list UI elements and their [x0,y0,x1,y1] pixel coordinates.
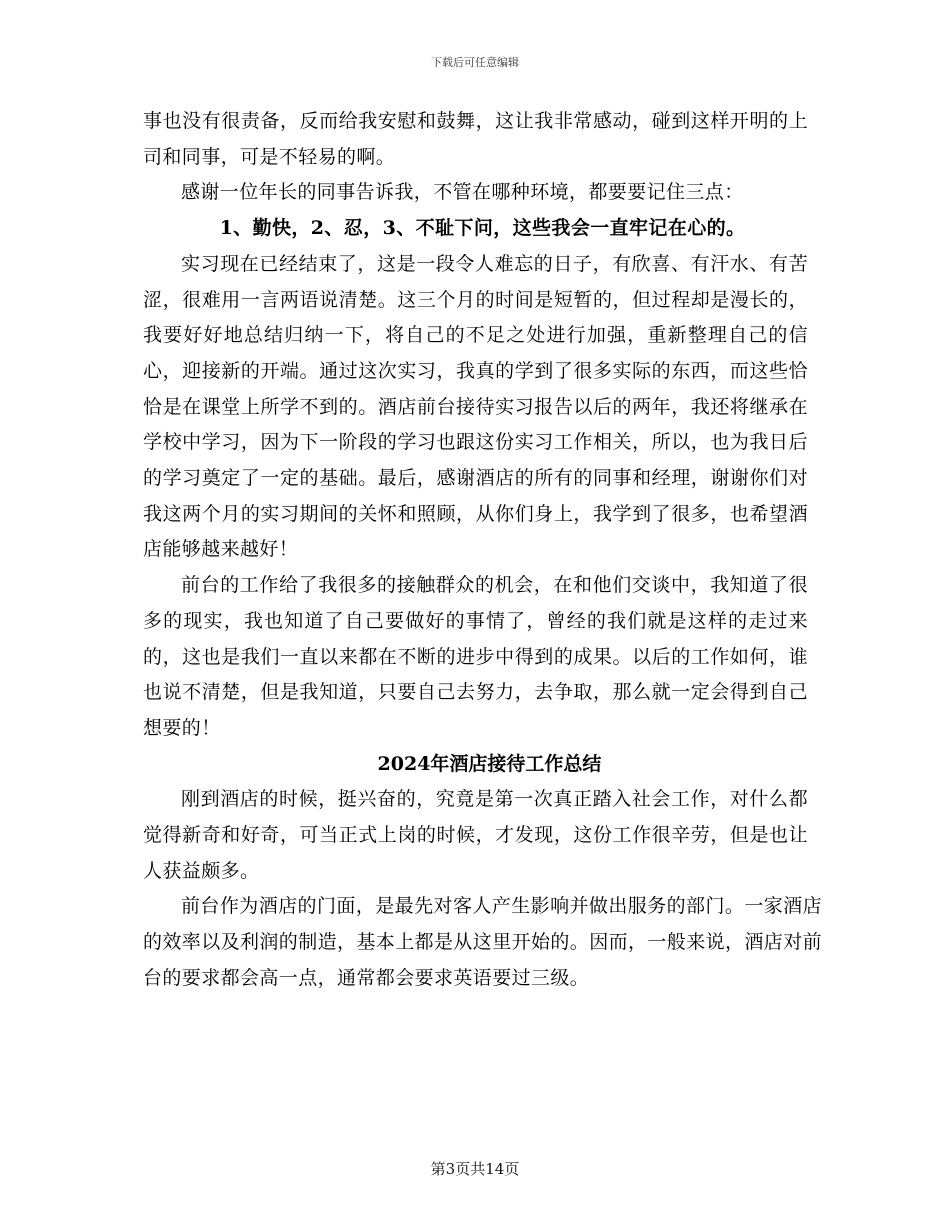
paragraph-7: 前台作为酒店的门面，是最先对客人产生影响并做出服务的部门。一家酒店的效率以及利润的制造，基本上都是从这里开始的。因而，一般来说，酒店对前台的要求都会高一点，通常都会要求英语要过三级。 [143,895,823,989]
paragraph-2: 感谢一位年长的同事告诉我，不管在哪种环境，都要要记住三点： [181,181,744,204]
section-title: 2024年酒店接待工作总结 [377,752,602,775]
paragraph-6: 刚到酒店的时候，挺兴奋的，究竟是第一次真正踏入社会工作，对什么都觉得新奇和好奇，可当正式上岗的时候，才发现，这份工作很辛劳，但是也让人获益颇多。 [143,788,808,882]
paragraph-1: 事也没有很责备，反而给我安慰和鼓舞，这让我非常感动，碰到这样开明的上司和同事，可是不轻易的啊。 [143,110,808,168]
page-header: 下载后可任意编辑 [431,56,519,69]
paragraph-4: 实习现在已经结束了，这是一段令人难忘的日子，有欣喜、有汗水、有苦涩，很难用一言两语说清楚。这三个月的时间是短暂的，但过程却是漫长的，我要好好地总结归纳一下，将自己的不足之处进行加强，重新整理自己的信心，迎接新的开端。通过这次实习，我真的学到了很多实际的东西，而这些恰恰是在课堂上所学不到的。酒店前台接待实习报告以后的两年，我还将继承在学校中学习，因为下一阶段的学习也跟这份实习工作相关，所以，也为我日后的学习奠定了一定的基础。最后，感谢酒店的所有的同事和经理，谢谢你们对我这两个月的实习期间的关怀和照顾，从你们身上，我学到了很多，也希望酒店能够越来越好！ [143,252,808,561]
paragraph-5: 前台的工作给了我很多的接触群众的机会，在和他们交谈中，我知道了很多的现实，我也知道了自己要做好的事情了，曾经的我们就是这样的走过来的，这也是我们一直以来都在不断的进步中得到的成果。以后的工作如何，谁也说不清楚，但是我知道，只要自己去努力，去争取，那么就一定会得到自己想要的！ [143,574,808,739]
paragraph-3-bold: 1、勤快，2、忍，3、不耻下问，这些我会一直牢记在心的。 [219,217,746,240]
page-footer: 第3页共14页 [430,1160,520,1178]
document-body [143,104,823,997]
